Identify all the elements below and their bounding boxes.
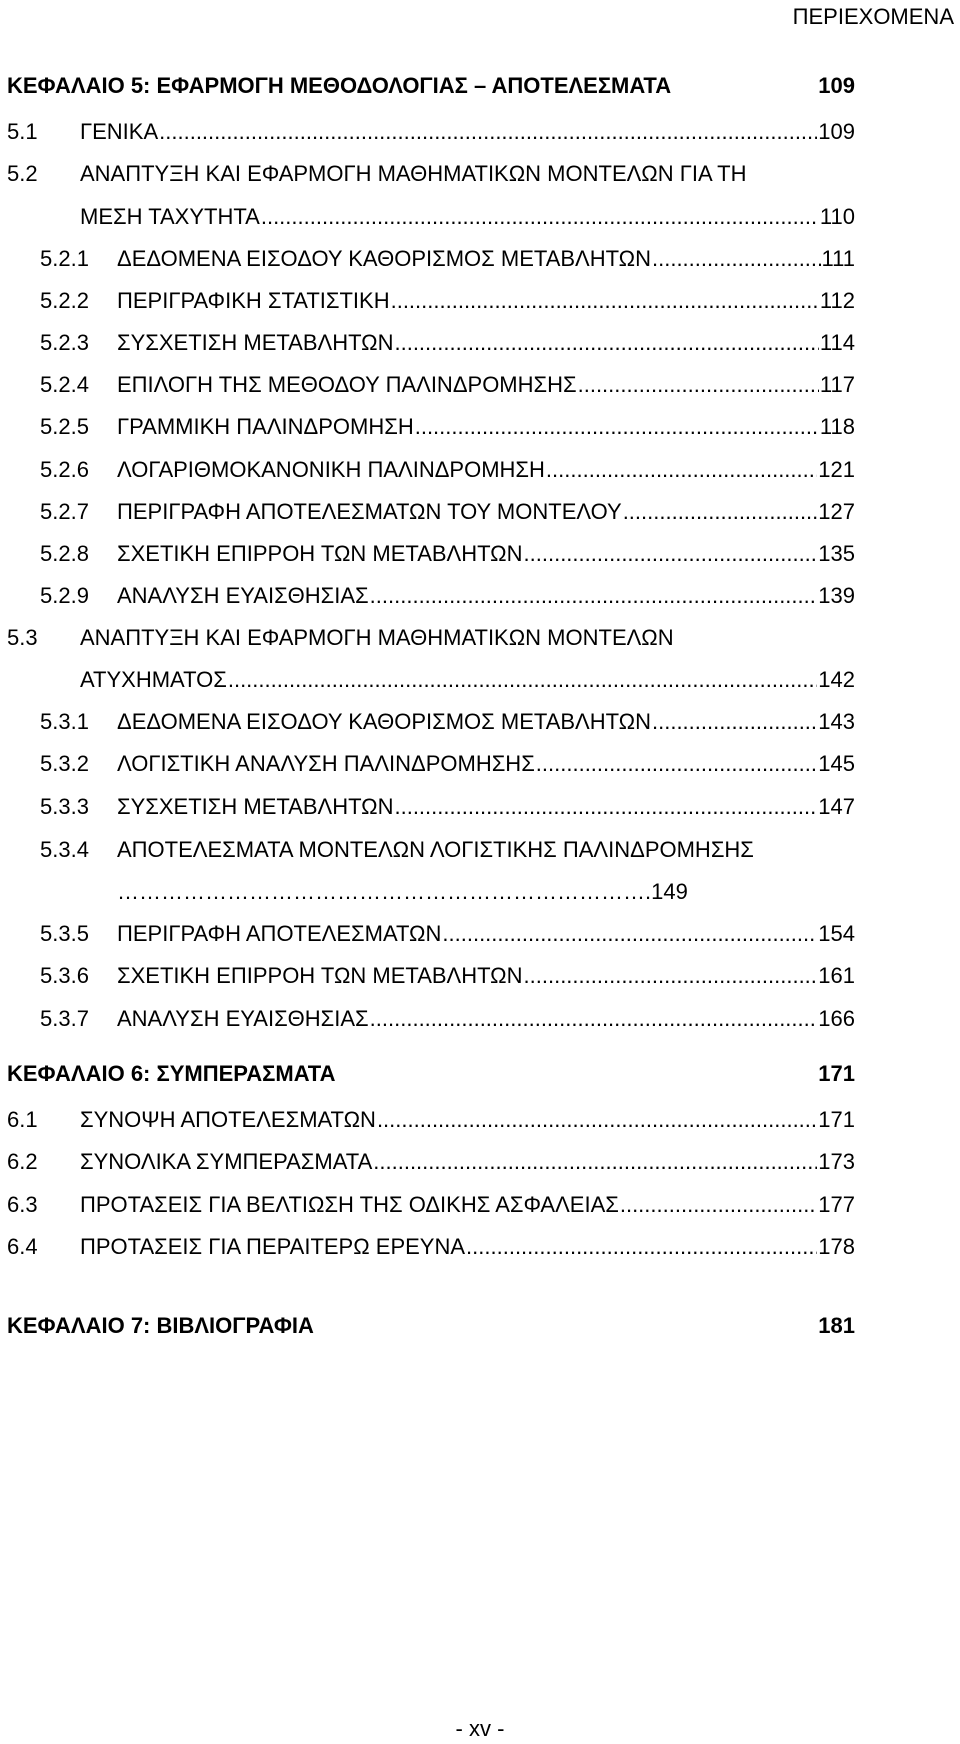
dot-leader (524, 538, 818, 570)
section-number: 6.1 (7, 1107, 38, 1132)
page-number: 142 (818, 667, 855, 692)
section-title: ΣΥΣΧΕΤΙΣΗ ΜΕΤΑΒΛΗΤΩΝ (117, 793, 394, 819)
section-title: ΠΕΡΙΓΡΑΦΙΚΗ ΣΤΑΤΙΣΤΙΚΗ (117, 288, 390, 314)
page-number: 112 (819, 288, 855, 314)
section-number: 6.2 (7, 1149, 38, 1175)
section-number: 5.2.7 (40, 498, 89, 524)
dot-leader-page: ……………………………………………………………….149 (117, 879, 688, 904)
page-footer-number: - xv - (455, 1716, 505, 1741)
section-title: ΠΕΡΙΓΡΑΦΗ ΑΠΟΤΕΛΕΣΜΑΤΩΝ (117, 921, 442, 946)
section-number: 5.3.4 (40, 837, 89, 862)
toc-entry (7, 1146, 855, 1178)
page-number: 177 (818, 1191, 855, 1217)
chapter-title: ΚΕΦΑΛΑΙΟ 5: ΕΦΑΡΜΟΓΗ ΜΕΘΟΔΟΛΟΓΙΑΣ – ΑΠΟΤΕΛΕΣΜΑΤΑ (7, 73, 672, 98)
section-title: ΑΠΟΤΕΛΕΣΜΑΤΑ ΜΟΝΤΕΛΩΝ ΛΟΓΙΣΤΙΚΗΣ ΠΑΛΙΝΔΡΟΜΗΣΗΣ (117, 837, 754, 862)
chapter-page: 171 (818, 1061, 855, 1086)
page-number: 118 (819, 414, 855, 440)
section-title: ΑΝΑΛΥΣΗ ΕΥΑΙΣΘΗΣΙΑΣ (117, 582, 369, 608)
page-number: 171 (818, 1107, 855, 1132)
dot-leader (370, 580, 818, 612)
page-number: 166 (818, 1005, 855, 1031)
dot-leader (652, 243, 821, 275)
section-number: 5.3.6 (40, 963, 89, 989)
dot-leader (415, 411, 819, 443)
page-number: 139 (818, 582, 855, 608)
section-number: 5.2.3 (40, 330, 89, 356)
section-title: ΑΝΑΠΤΥΞΗ ΚΑΙ ΕΦΑΡΜΟΓΗ ΜΑΘΗΜΑΤΙΚΩΝ ΜΟΝΤΕΛΩΝ (80, 625, 674, 650)
toc-entry (7, 664, 855, 696)
toc-entry (7, 580, 855, 612)
dot-leader (394, 791, 817, 823)
section-title: ΛΟΓΑΡΙΘΜΟΚΑΝΟΝΙΚΗ ΠΑΛΙΝΔΡΟΜΗΣΗ (117, 456, 545, 482)
dot-leader (394, 327, 818, 359)
toc-entry (7, 748, 855, 780)
dot-leader (391, 285, 819, 317)
chapter-page: 181 (818, 1313, 855, 1338)
section-number: 5.2.8 (40, 540, 89, 566)
toc-entry (7, 1003, 855, 1035)
section-number: 5.2.2 (40, 288, 89, 314)
page-number: 154 (818, 921, 855, 946)
toc-entry (7, 1104, 855, 1136)
section-number: 5.3.5 (40, 921, 89, 946)
page-number: 143 (818, 709, 855, 734)
section-title: ΣΥΣΧΕΤΙΣΗ ΜΕΤΑΒΛΗΤΩΝ (117, 330, 394, 356)
toc-entry (7, 116, 855, 148)
chapter-heading (7, 1313, 855, 1345)
dot-leader (524, 960, 818, 992)
section-number: 5.2.5 (40, 414, 89, 440)
page-number: 117 (819, 372, 855, 398)
section-number: 5.2.6 (40, 456, 89, 482)
page-number: 161 (818, 963, 855, 989)
dot-leader (442, 918, 817, 950)
page-number: 127 (818, 498, 855, 524)
section-title: ΔΕΔΟΜΕΝΑ ΕΙΣΟΔΟΥ ΚΑΘΟΡΙΣΜΟΣ ΜΕΤΑΒΛΗΤΩΝ (117, 709, 651, 734)
section-number: 5.1 (7, 119, 38, 144)
toc-entry (7, 918, 855, 950)
page-number: 114 (819, 330, 855, 356)
chapter-title: ΚΕΦΑΛΑΙΟ 6: ΣΥΜΠΕΡΑΣΜΑΤΑ (7, 1061, 336, 1086)
page-number: 111 (821, 246, 855, 271)
page-number: 121 (818, 456, 855, 482)
toc-entry (7, 706, 855, 738)
toc-entry (7, 1189, 855, 1221)
section-title: ΣΥΝΟΨΗ ΑΠΟΤΕΛΕΣΜΑΤΩΝ (80, 1107, 376, 1132)
section-title: ΠΡΟΤΑΣΕΙΣ ΓΙΑ ΒΕΛΤΙΩΣΗ ΤΗΣ ΟΔΙΚΗΣ ΑΣΦΑΛΕΙΑΣ (80, 1191, 619, 1217)
page-number: 145 (818, 751, 855, 777)
toc-entry (7, 327, 855, 359)
section-number: 6.3 (7, 1191, 38, 1217)
toc-entry (7, 960, 855, 992)
page-number: 173 (818, 1149, 855, 1175)
running-header: ΠΕΡΙΕΧΟΜΕΝΑ (792, 4, 954, 29)
dot-leader (536, 748, 817, 780)
section-number: 5.3.3 (40, 793, 89, 819)
dot-leader (377, 1104, 817, 1136)
page-number: 147 (818, 793, 855, 819)
dot-leader (370, 1003, 818, 1035)
toc-entry (7, 243, 855, 275)
dot-leader (159, 116, 817, 148)
dot-leader (466, 1231, 817, 1263)
section-title: ΑΝΑΛΥΣΗ ΕΥΑΙΣΘΗΣΙΑΣ (117, 1005, 369, 1031)
dot-leader (652, 706, 817, 738)
toc-entry (7, 496, 855, 528)
section-title: ΣΧΕΤΙΚΗ ΕΠΙΡΡΟΗ ΤΩΝ ΜΕΤΑΒΛΗΤΩΝ (117, 963, 523, 989)
section-title: ΣΧΕΤΙΚΗ ΕΠΙΡΡΟΗ ΤΩΝ ΜΕΤΑΒΛΗΤΩΝ (117, 540, 523, 566)
toc-entry (7, 285, 855, 317)
chapter-heading (7, 73, 855, 105)
chapter-title: ΚΕΦΑΛΑΙΟ 7: ΒΙΒΛΙΟΓΡΑΦΙΑ (7, 1313, 314, 1338)
page-number: 135 (818, 540, 855, 566)
section-number: 5.3.7 (40, 1005, 89, 1031)
toc-entry (7, 411, 855, 443)
chapter-page: 109 (818, 73, 855, 98)
section-number: 5.2.4 (40, 372, 89, 398)
chapter-heading (7, 1061, 855, 1093)
toc-entry (7, 369, 855, 401)
toc-entry (7, 201, 855, 233)
section-title: ΠΡΟΤΑΣΕΙΣ ΓΙΑ ΠΕΡΑΙΤΕΡΩ ΕΡΕΥΝΑ (80, 1233, 466, 1259)
section-number: 5.3.1 (40, 709, 89, 734)
toc-entry (7, 538, 855, 570)
page-number: 109 (818, 119, 855, 144)
dot-leader (578, 369, 819, 401)
dot-leader (261, 201, 819, 233)
toc-entry (7, 454, 855, 486)
toc-entry (7, 791, 855, 823)
section-title: ΛΟΓΙΣΤΙΚΗ ΑΝΑΛΥΣΗ ΠΑΛΙΝΔΡΟΜΗΣΗΣ (117, 751, 535, 777)
section-number: 5.3.2 (40, 751, 89, 777)
section-number: 5.2 (7, 161, 38, 186)
section-title: ΑΝΑΠΤΥΞΗ ΚΑΙ ΕΦΑΡΜΟΓΗ ΜΑΘΗΜΑΤΙΚΩΝ ΜΟΝΤΕΛΩΝ ΓΙΑ ΤΗ (80, 161, 747, 186)
page-number: 178 (818, 1233, 855, 1259)
section-number: 5.2.1 (40, 246, 89, 271)
section-title-continued: ΑΤΥΧΗΜΑΤΟΣ (80, 667, 227, 692)
dot-leader (546, 454, 817, 486)
section-title: ΓΡΑΜΜΙΚΗ ΠΑΛΙΝΔΡΟΜΗΣΗ (117, 414, 414, 440)
section-number: 5.2.9 (40, 582, 89, 608)
section-title-continued: ΜΕΣΗ ΤΑΧΥΤΗΤΑ (80, 204, 260, 229)
dot-leader (620, 1189, 817, 1221)
page-number: 110 (819, 204, 855, 229)
section-title: ΣΥΝΟΛΙΚΑ ΣΥΜΠΕΡΑΣΜΑΤΑ (80, 1149, 373, 1175)
dot-leader (373, 1146, 817, 1178)
toc-entry (7, 1231, 855, 1263)
section-number: 6.4 (7, 1233, 38, 1259)
section-title: ΕΠΙΛΟΓΗ ΤΗΣ ΜΕΘΟΔΟΥ ΠΑΛΙΝΔΡΟΜΗΣΗΣ (117, 372, 577, 398)
section-title: ΓΕΝΙΚΑ (80, 119, 159, 144)
section-number: 5.3 (7, 625, 38, 650)
section-title: ΔΕΔΟΜΕΝΑ ΕΙΣΟΔΟΥ ΚΑΘΟΡΙΣΜΟΣ ΜΕΤΑΒΛΗΤΩΝ (117, 246, 651, 271)
section-title: ΠΕΡΙΓΡΑΦΗ ΑΠΟΤΕΛΕΣΜΑΤΩΝ ΤΟΥ ΜΟΝΤΕΛΟΥ (117, 498, 622, 524)
dot-leader (228, 664, 817, 696)
dot-leader (623, 496, 818, 528)
